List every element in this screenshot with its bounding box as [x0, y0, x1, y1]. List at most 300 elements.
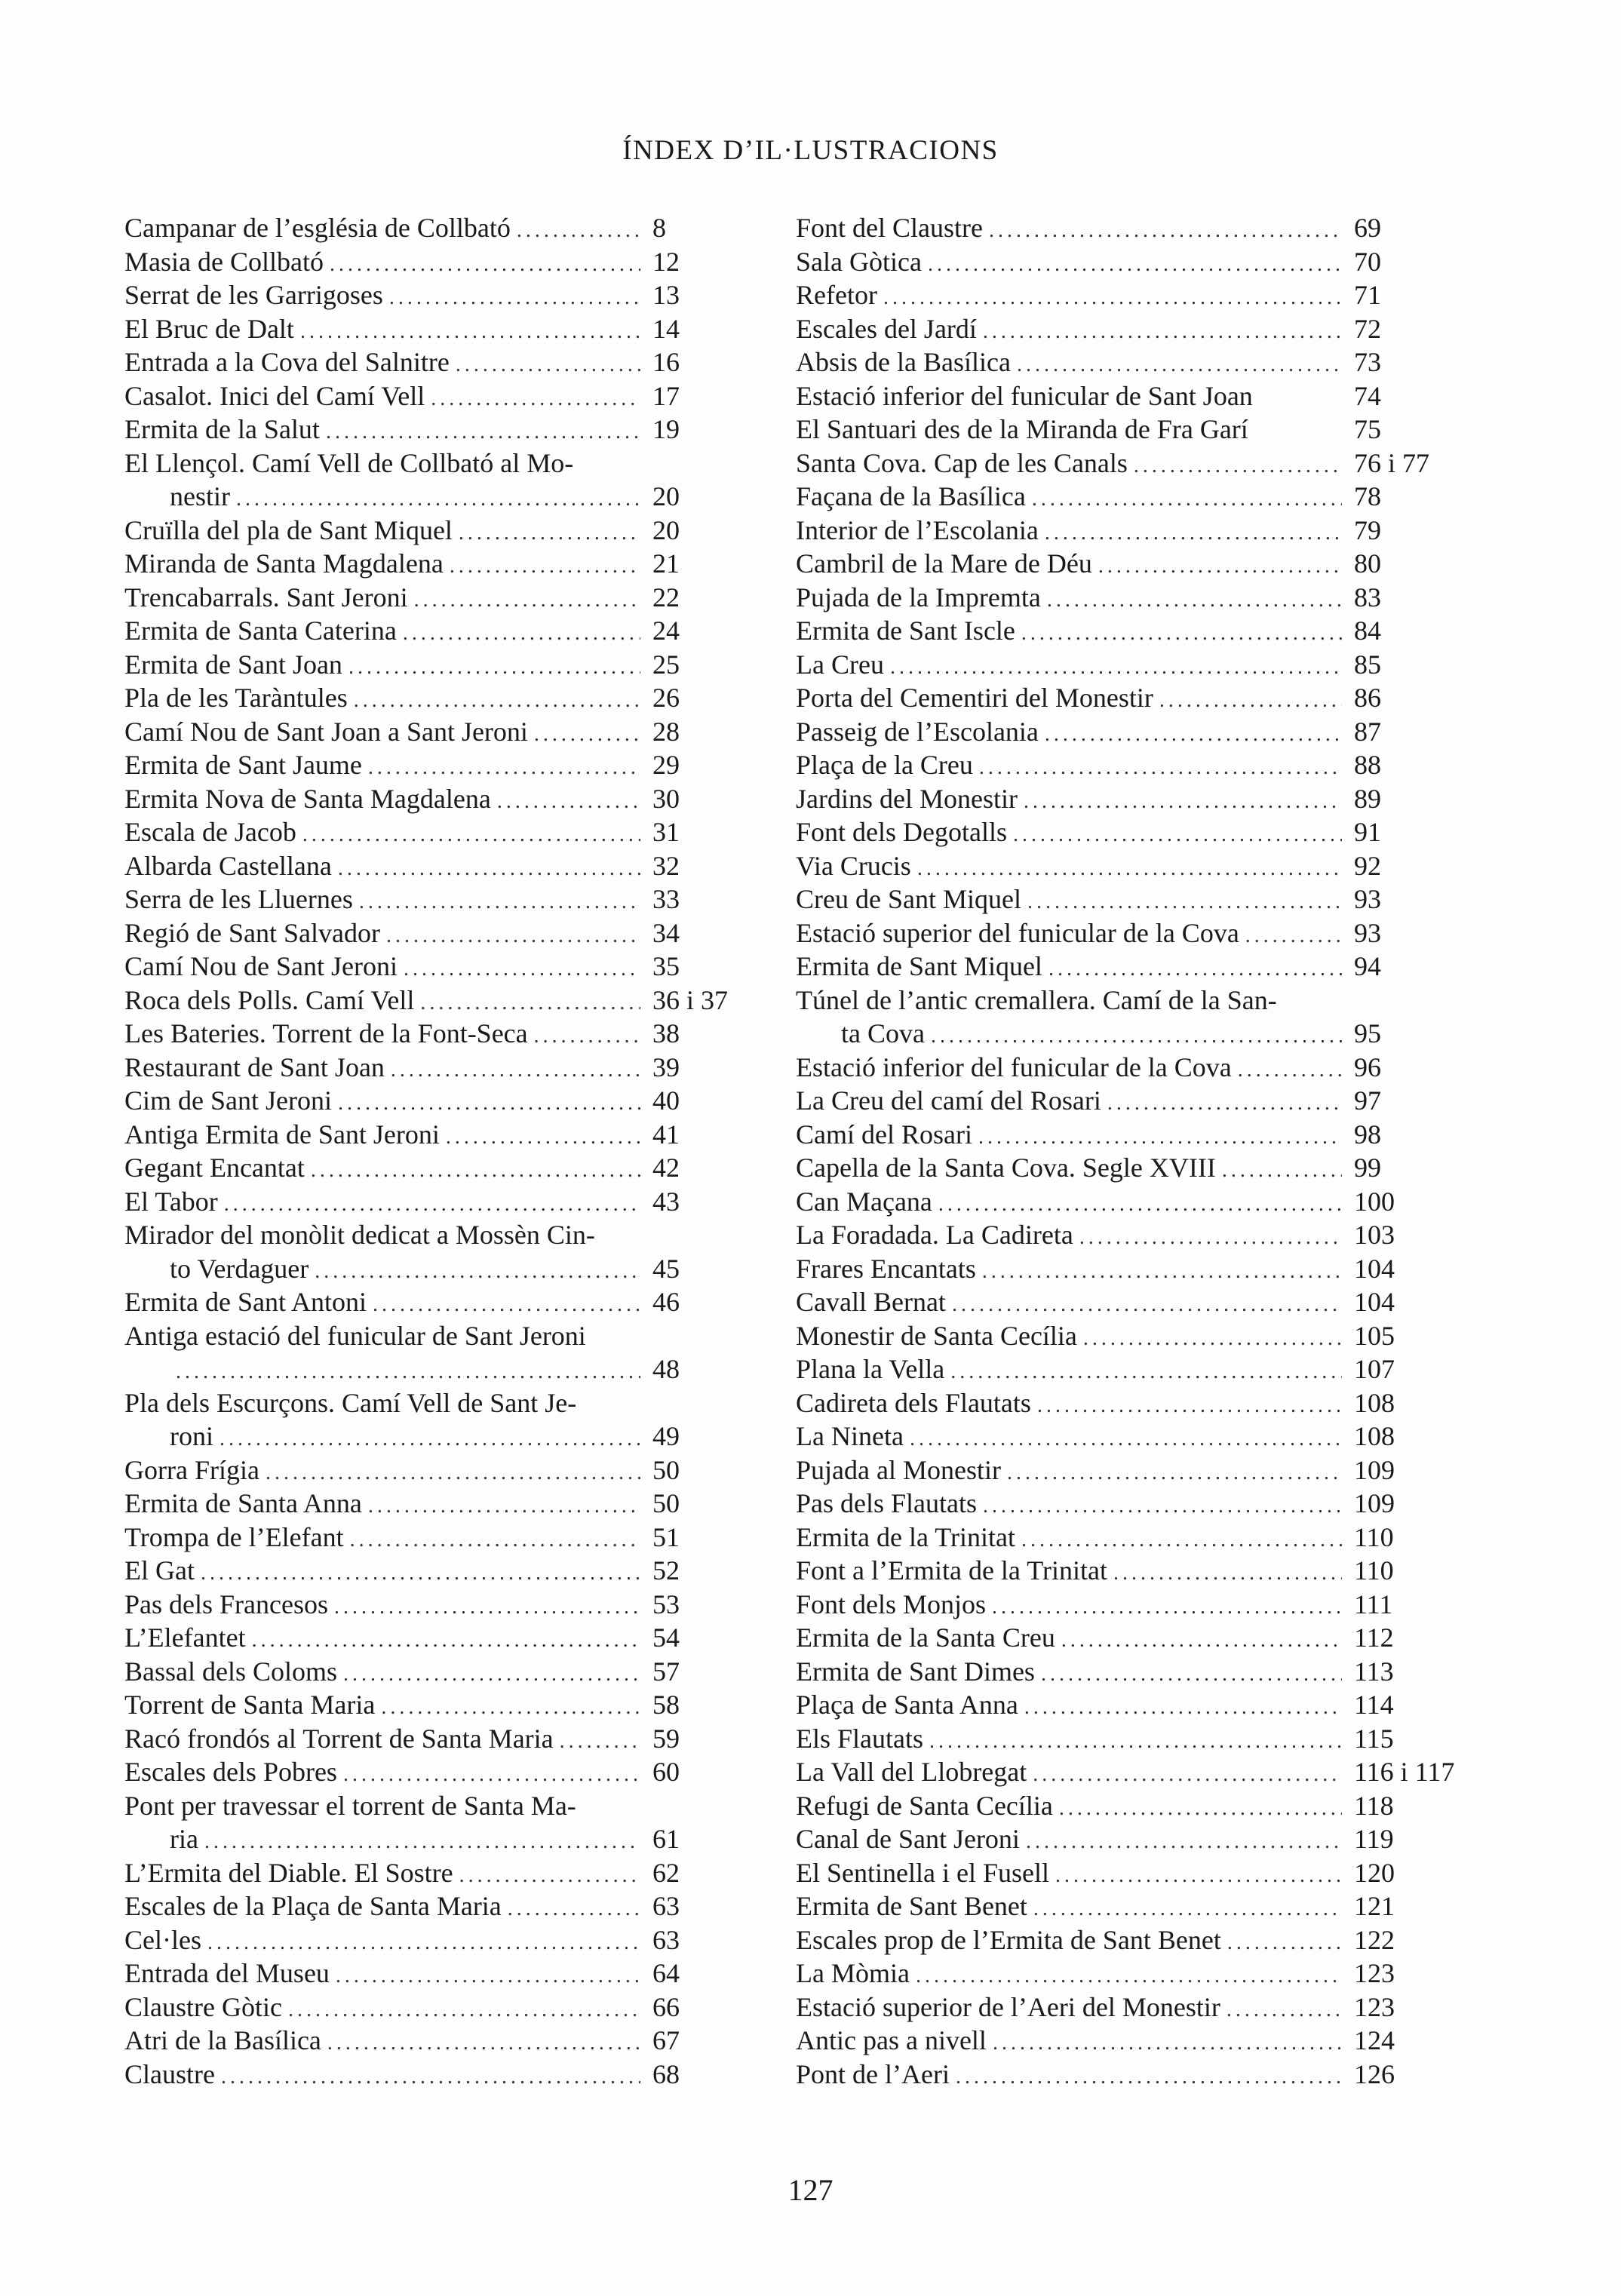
dot-leader	[311, 1154, 640, 1188]
index-entry	[124, 379, 743, 413]
index-entry	[124, 1487, 743, 1521]
index-entry	[124, 245, 743, 279]
entry-page-number: 108	[1354, 1387, 1395, 1418]
entry-page-number: 66	[652, 1991, 680, 2022]
entry-title: Camí del Rosari	[796, 1119, 972, 1150]
entry-page-number: 110	[1354, 1521, 1394, 1552]
dot-leader	[929, 1725, 1342, 1759]
entry-title: to Verdaguer	[170, 1253, 309, 1284]
entry-page-number: 22	[652, 582, 680, 612]
entry-title: Pas dels Flautats	[796, 1488, 977, 1518]
entry-title: Porta del Cementiri del Monestir	[796, 683, 1153, 713]
index-entry	[124, 1722, 743, 1756]
index-column-left	[124, 211, 743, 2091]
index-entry	[796, 1554, 1444, 1588]
index-entry	[796, 1991, 1444, 2024]
entry-title: Escales del Jardí	[796, 313, 977, 344]
entry-page-number: 116 i 117	[1354, 1757, 1455, 1787]
entry-title: Font dels Degotalls	[796, 817, 1007, 847]
index-entry	[796, 984, 1444, 1018]
entry-title: Font a l’Ermita de la Trinitat	[796, 1555, 1107, 1585]
index-entry	[124, 480, 743, 514]
entry-title: Frares Encantats	[796, 1253, 976, 1284]
dot-leader	[350, 1524, 640, 1558]
dot-leader	[1107, 1087, 1342, 1121]
entry-title: Façana de la Basílica	[796, 481, 1026, 511]
dot-leader	[420, 987, 640, 1021]
dot-leader	[450, 550, 640, 584]
entry-page-number: 29	[652, 750, 680, 780]
entry-page-number: 92	[1354, 850, 1381, 881]
entry-page-number: 69	[1354, 213, 1381, 243]
entry-page-number: 50	[652, 1454, 680, 1485]
dot-leader	[459, 517, 640, 551]
dot-leader	[336, 1960, 640, 1994]
index-entry	[124, 1017, 743, 1051]
index-entry	[124, 1655, 743, 1689]
dot-leader	[979, 751, 1342, 785]
dot-leader	[560, 1725, 640, 1759]
dot-leader	[952, 1288, 1342, 1322]
entry-page-number: 24	[652, 615, 680, 646]
index-entry	[796, 245, 1444, 279]
index-entry	[796, 1923, 1444, 1957]
entry-title: Serrat de les Garrigoses	[124, 280, 383, 310]
entry-title: Restaurant de Sant Joan	[124, 1051, 385, 1082]
dot-leader	[1041, 1658, 1342, 1692]
entry-page-number: 112	[1354, 1622, 1394, 1653]
dot-leader	[983, 315, 1342, 349]
entry-page-number: 63	[652, 1891, 680, 1921]
index-entry	[796, 413, 1444, 447]
entry-page-number: 123	[1354, 1991, 1395, 2022]
index-entry	[124, 1051, 743, 1085]
page-title: ÍNDEX D’IL·LUSTRACIONS	[622, 135, 999, 166]
entry-title: Antiga estació del funicular de Sant Jeroni	[124, 1320, 586, 1351]
index-entry	[124, 345, 743, 379]
entry-page-number: 99	[1354, 1153, 1381, 1183]
entry-title: Campanar de l’església de Collbató	[124, 213, 511, 243]
dot-leader	[338, 1087, 640, 1121]
entry-title: Cim de Sant Jeroni	[124, 1085, 332, 1116]
index-entry	[796, 1755, 1455, 1789]
index-entry	[796, 1118, 1444, 1152]
entry-page-number: 46	[652, 1287, 680, 1317]
entry-page-number: 113	[1354, 1656, 1394, 1687]
entry-title: El Sentinella i el Fusell	[796, 1857, 1049, 1888]
index-entry	[124, 1252, 743, 1286]
dot-leader	[1055, 1859, 1342, 1893]
index-entry	[124, 1923, 743, 1957]
index-entry	[796, 1218, 1444, 1252]
entry-title: Refetor	[796, 280, 877, 310]
index-entry	[796, 715, 1444, 749]
entry-page-number: 20	[652, 481, 680, 511]
dot-leader	[1083, 1322, 1342, 1356]
dot-leader	[508, 1892, 640, 1926]
index-entry	[796, 681, 1444, 715]
dot-leader	[928, 248, 1342, 282]
index-entry	[796, 480, 1444, 514]
dot-leader	[916, 1960, 1342, 1994]
dot-leader	[391, 1054, 640, 1088]
entry-page-number: 98	[1354, 1119, 1381, 1150]
entry-title: Absis de la Basílica	[796, 347, 1011, 377]
index-entry	[124, 1688, 743, 1722]
entry-title: Refugi de Santa Cecília	[796, 1790, 1053, 1821]
entry-title: Monestir de Santa Cecília	[796, 1320, 1077, 1351]
index-entry	[796, 782, 1444, 816]
index-entry	[124, 849, 743, 883]
entry-title: La Nineta	[796, 1421, 904, 1451]
index-entry	[796, 1856, 1444, 1890]
entry-page-number: 38	[652, 1018, 680, 1048]
entry-title: Plaça de Santa Anna	[796, 1690, 1018, 1720]
index-entry	[124, 1521, 743, 1555]
entry-title: Pla dels Escurçons. Camí Vell de Sant Je-	[124, 1387, 577, 1418]
index-entry	[796, 1688, 1444, 1722]
index-entry	[796, 2058, 1444, 2092]
index-entry	[796, 1420, 1444, 1453]
entry-page-number: 51	[652, 1521, 680, 1552]
index-entry	[124, 1386, 743, 1420]
entry-title: Pujada de la Impremta	[796, 582, 1041, 612]
dot-leader	[1032, 483, 1342, 517]
entry-title: Bassal dels Coloms	[124, 1656, 338, 1687]
entry-page-number: 50	[652, 1488, 680, 1518]
index-entry	[124, 2024, 743, 2058]
dot-leader	[300, 315, 640, 349]
index-entry	[796, 1789, 1444, 1823]
entry-title: Camí Nou de Sant Joan a Sant Jeroni	[124, 716, 528, 747]
entry-title: Sala Gòtica	[796, 246, 922, 277]
dot-leader	[176, 1355, 640, 1389]
dot-leader	[204, 1825, 640, 1859]
dot-leader	[1226, 1994, 1342, 2027]
entry-page-number: 104	[1354, 1287, 1395, 1317]
entry-page-number: 105	[1354, 1320, 1395, 1351]
dot-leader	[1037, 1389, 1342, 1423]
index-entry	[124, 413, 743, 447]
index-entry	[796, 950, 1444, 984]
index-entry	[124, 547, 743, 581]
dot-leader	[938, 1188, 1342, 1222]
entry-title: Via Crucis	[796, 850, 911, 881]
index-entry	[796, 1285, 1444, 1319]
entry-page-number: 63	[652, 1924, 680, 1955]
entry-page-number: 103	[1354, 1220, 1395, 1250]
dot-leader	[327, 2027, 640, 2061]
entry-page-number: 93	[1354, 917, 1381, 948]
index-entry	[796, 614, 1444, 648]
index-entry	[796, 1822, 1444, 1856]
entry-page-number: 33	[652, 884, 680, 914]
entry-title: Ermita de Sant Dimes	[796, 1656, 1035, 1687]
index-entry	[796, 648, 1444, 682]
entry-page-number: 89	[1354, 783, 1381, 814]
index-entry	[124, 1453, 743, 1487]
index-entry	[124, 681, 743, 715]
entry-title: El Llençol. Camí Vell de Collbató al Mo-	[124, 447, 574, 478]
index-entry	[124, 1755, 743, 1789]
dot-leader	[517, 214, 640, 248]
entry-title: L’Ermita del Diable. El Sostre	[124, 1857, 453, 1888]
entry-page-number: 120	[1354, 1857, 1395, 1888]
index-entry	[124, 1420, 743, 1453]
index-entry	[796, 748, 1444, 782]
entry-page-number: 39	[652, 1051, 680, 1082]
dot-leader	[1159, 684, 1342, 718]
entry-page-number: 32	[652, 850, 680, 881]
entry-page-number: 96	[1354, 1051, 1381, 1082]
entry-page-number: 35	[652, 951, 680, 981]
dot-leader	[359, 886, 640, 919]
dot-leader	[446, 1121, 640, 1155]
index-entry	[124, 1554, 743, 1588]
dot-leader	[1033, 1758, 1342, 1792]
entry-title: El Gat	[124, 1555, 195, 1585]
index-entry	[796, 1352, 1444, 1386]
entry-title: Creu de Sant Miquel	[796, 884, 1021, 914]
entry-page-number: 114	[1354, 1690, 1394, 1720]
entry-page-number: 59	[652, 1723, 680, 1754]
entry-title: La Vall del Llobregat	[796, 1757, 1027, 1787]
index-entry	[796, 2024, 1444, 2058]
dot-leader	[1045, 718, 1342, 752]
entry-page-number: 52	[652, 1555, 680, 1585]
dot-leader	[389, 281, 640, 315]
entry-title: Pas dels Francesos	[124, 1588, 328, 1619]
entry-title: Atri de la Basílica	[124, 2025, 321, 2055]
dot-leader	[992, 1591, 1342, 1625]
entry-page-number: 45	[652, 1253, 680, 1284]
index-entry	[124, 1285, 743, 1319]
dot-leader	[1048, 953, 1342, 987]
index-entry	[124, 514, 743, 548]
index-entry	[796, 211, 1444, 245]
entry-page-number: 49	[652, 1421, 680, 1451]
dot-leader	[368, 751, 640, 785]
entry-title: Passeig de l’Escolania	[796, 716, 1039, 747]
index-entry	[124, 1084, 743, 1118]
entry-title: nestir	[170, 481, 230, 511]
dot-leader	[983, 1490, 1342, 1524]
dot-leader	[221, 2061, 640, 2095]
index-entry	[796, 1722, 1444, 1756]
dot-leader	[1017, 348, 1342, 382]
index-entry	[124, 1319, 743, 1353]
index-entry	[796, 1185, 1444, 1219]
dot-leader	[315, 1255, 640, 1289]
entry-title: Mirador del monòlit dedicat a Mossèn Cin-	[124, 1220, 595, 1250]
entry-page-number: 87	[1354, 716, 1381, 747]
index-entry	[124, 1822, 743, 1856]
dot-leader	[950, 1355, 1342, 1389]
dot-leader	[386, 919, 640, 953]
entry-title: Ermita de Sant Miquel	[796, 951, 1042, 981]
entry-page-number: 60	[652, 1757, 680, 1787]
entry-title: La Creu	[796, 649, 884, 680]
entry-page-number: 78	[1354, 481, 1381, 511]
index-entry	[124, 1991, 743, 2024]
entry-page-number: 80	[1354, 548, 1381, 579]
entry-page-number: 62	[652, 1857, 680, 1888]
entry-page-number: 121	[1354, 1891, 1395, 1921]
index-entry	[124, 1352, 743, 1386]
entry-title: L’Elefantet	[124, 1622, 246, 1653]
index-entry	[796, 1017, 1444, 1051]
index-entry	[796, 1151, 1444, 1185]
index-entry	[124, 916, 743, 950]
index-entry	[124, 648, 743, 682]
dot-leader	[266, 1456, 640, 1490]
entry-page-number: 84	[1354, 615, 1381, 646]
index-entry	[796, 1386, 1444, 1420]
dot-leader	[1238, 1054, 1342, 1088]
entry-title: Miranda de Santa Magdalena	[124, 548, 444, 579]
entry-page-number: 124	[1354, 2025, 1395, 2055]
entry-title: Claustre	[124, 2058, 215, 2089]
entry-page-number: 122	[1354, 1924, 1395, 1955]
entry-title: Ermita de Santa Anna	[124, 1488, 362, 1518]
entry-title: Gegant Encantat	[124, 1153, 305, 1183]
entry-title: Escales prop de l’Ermita de Sant Benet	[796, 1924, 1221, 1955]
entry-title: Pont de l’Aeri	[796, 2058, 950, 2089]
entry-page-number: 36 i 37	[652, 984, 729, 1015]
index-entry	[124, 1185, 743, 1219]
entry-title: ria	[170, 1824, 198, 1854]
dot-leader	[302, 818, 640, 852]
entry-page-number: 19	[652, 414, 680, 444]
dot-leader	[497, 785, 640, 819]
entry-page-number: 73	[1354, 347, 1381, 377]
entry-title: Roca dels Polls. Camí Vell	[124, 984, 415, 1015]
entry-page-number: 42	[652, 1153, 680, 1183]
index-entry	[796, 849, 1444, 883]
entry-title: Regió de Sant Salvador	[124, 917, 380, 948]
entry-page-number: 16	[652, 347, 680, 377]
entry-page-number: 64	[652, 1958, 680, 1988]
dot-leader	[1007, 1456, 1342, 1490]
dot-leader	[326, 416, 640, 450]
entry-page-number: 54	[652, 1622, 680, 1653]
dot-leader	[1227, 1926, 1342, 1960]
dot-leader	[1059, 1792, 1342, 1826]
index-entry	[796, 1319, 1444, 1353]
entry-title: Santa Cova. Cap de les Canals	[796, 447, 1128, 478]
entry-page-number: 25	[652, 649, 680, 680]
entry-title: La Creu del camí del Rosari	[796, 1085, 1101, 1116]
dot-leader	[1021, 1524, 1342, 1558]
dot-leader	[1134, 450, 1342, 483]
dot-leader	[1098, 550, 1342, 584]
entry-page-number: 48	[652, 1354, 680, 1384]
index-entry	[796, 1252, 1444, 1286]
dot-leader	[373, 1288, 640, 1322]
entry-page-number: 88	[1354, 750, 1381, 780]
dot-leader	[343, 1658, 640, 1692]
entry-title: Plaça de la Creu	[796, 750, 973, 780]
page-number: 127	[787, 2173, 834, 2207]
index-entry	[124, 1621, 743, 1655]
entry-page-number: 20	[652, 514, 680, 545]
entry-title: Túnel de l’antic cremallera. Camí de la San-	[796, 984, 1277, 1015]
index-entry	[124, 1856, 743, 1890]
index-entry	[124, 614, 743, 648]
dot-leader	[1024, 785, 1342, 819]
entry-title: Ermita Nova de Santa Magdalena	[124, 783, 491, 814]
index-entry	[796, 882, 1444, 916]
index-entry	[124, 312, 743, 346]
entry-page-number: 109	[1354, 1454, 1395, 1485]
dot-leader	[201, 1557, 640, 1591]
index-entry	[124, 447, 743, 480]
entry-page-number: 75	[1354, 414, 1381, 444]
entry-page-number: 70	[1354, 246, 1381, 277]
entry-page-number: 79	[1354, 514, 1381, 545]
entry-title: Gorra Frígia	[124, 1454, 259, 1485]
entry-title: Escala de Jacob	[124, 817, 296, 847]
dot-leader	[534, 718, 640, 752]
entry-title: Racó frondós al Torrent de Santa Maria	[124, 1723, 554, 1754]
dot-leader	[1026, 1825, 1342, 1859]
dot-leader	[982, 1255, 1342, 1289]
entry-page-number: 14	[652, 313, 680, 344]
index-entry	[796, 514, 1444, 548]
index-entry	[124, 748, 743, 782]
dot-leader	[1047, 584, 1342, 618]
entry-title: Font dels Monjos	[796, 1588, 987, 1619]
entry-page-number: 41	[652, 1119, 680, 1150]
entry-page-number: 107	[1354, 1354, 1395, 1384]
entry-page-number: 95	[1354, 1018, 1381, 1048]
entry-title: Cruïlla del pla de Sant Miquel	[124, 514, 453, 545]
entry-title: Pont per travessar el torrent de Santa Ma-	[124, 1790, 576, 1821]
dot-leader	[989, 214, 1342, 248]
entry-page-number: 109	[1354, 1488, 1395, 1518]
dot-leader	[1027, 886, 1342, 919]
dot-leader	[252, 1624, 640, 1658]
entry-title: Ermita de Sant Jaume	[124, 750, 362, 780]
index-entry	[796, 278, 1444, 312]
entry-title: La Foradada. La Cadireta	[796, 1220, 1073, 1250]
entry-title: Can Maçana	[796, 1186, 932, 1217]
entry-title: Ermita de la Santa Creu	[796, 1622, 1055, 1653]
index-entry	[124, 815, 743, 849]
entry-title: Trencabarrals. Sant Jeroni	[124, 582, 408, 612]
dot-leader	[1113, 1557, 1342, 1591]
entry-page-number: 119	[1354, 1824, 1394, 1854]
dot-leader	[1013, 818, 1342, 852]
entry-title: Trompa de l’Elefant	[124, 1521, 344, 1552]
index-entry	[796, 815, 1444, 849]
entry-page-number: 43	[652, 1186, 680, 1217]
entry-page-number: 85	[1354, 649, 1381, 680]
entry-title: Escales de la Plaça de Santa Maria	[124, 1891, 502, 1921]
dot-leader	[1045, 517, 1342, 551]
entry-title: Cadireta dels Flautats	[796, 1387, 1031, 1418]
dot-leader	[236, 483, 640, 517]
entry-title: Estació inferior del funicular de Sant Joan	[796, 380, 1253, 411]
dot-leader	[354, 684, 640, 718]
dot-leader	[890, 651, 1342, 685]
dot-leader	[534, 1020, 640, 1054]
entry-title: Plana la Vella	[796, 1354, 945, 1384]
entry-page-number: 8	[652, 213, 666, 243]
entry-page-number: 83	[1354, 582, 1381, 612]
entry-title: Canal de Sant Jeroni	[796, 1824, 1020, 1854]
dot-leader	[917, 852, 1342, 886]
